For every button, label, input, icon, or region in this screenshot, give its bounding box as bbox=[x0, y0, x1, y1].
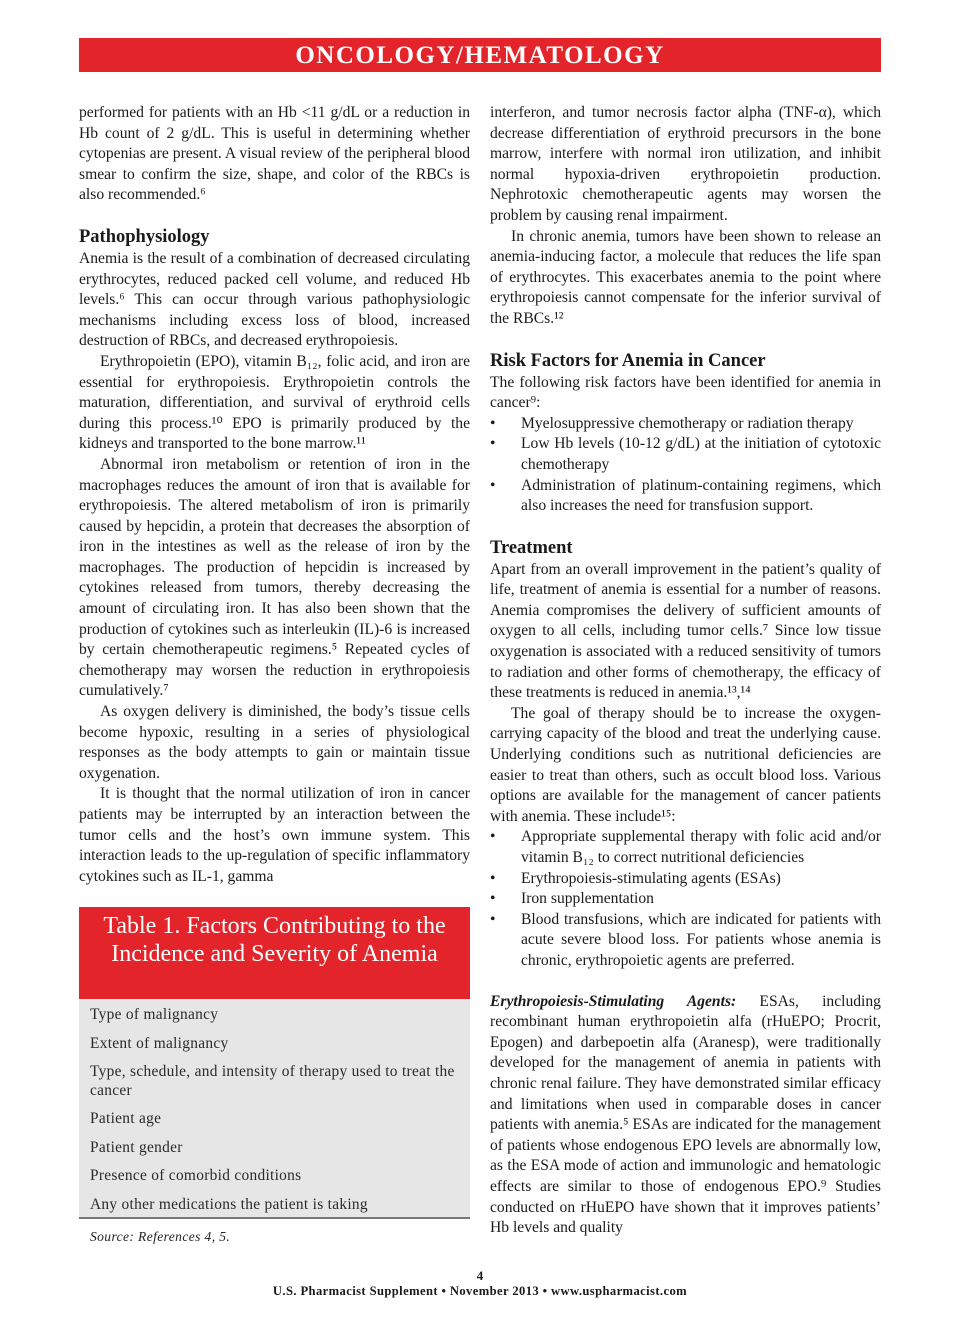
table-row: Patient age bbox=[90, 1110, 162, 1127]
paragraph: In chronic anemia, tumors have been shown to release an anemia-inducing factor, a molecule that reduces the life span of erythrocytes. This exacerbates anemia to the point where erythropoiesis cannot compensate for the inferior survival of the RBCs.¹² bbox=[490, 227, 881, 327]
left-column bbox=[79, 103, 470, 887]
paragraph-text: ESAs, including recombinant human erythropoietin alfa (rHuEPO; Procrit, Epogen) and darbepoetin alfa (Aranesp), were traditionally developed for the management of anemia in patients with chronic renal failure. They have demonstrated similar efficacy and limitations when used in comparable doses in cancer patients with anemia.⁵ ESAs are indicated for the management of patients whose endogenous EPO levels are abnormally low, as the ESA mode of action and immunologic and hematologic effects are similar to those of endogenous EPO.⁹ Studies conducted on rHuEPO have shown that it improves patients’ Hb levels and quality bbox=[490, 992, 881, 1237]
paragraph: As oxygen delivery is diminished, the body’s tissue cells become hypoxic, resulting in a series of physiological responses as the body attempts to gain or maintain tissue oxygenation. bbox=[79, 703, 470, 782]
list-item: • Appropriate supplemental therapy with folic acid and/or vitamin B₁₂ to correct nutritional deficiencies bbox=[490, 827, 881, 868]
section-banner: ONCOLOGY/HEMATOLOGY bbox=[79, 38, 881, 72]
table-source: Source: References 4, 5. bbox=[90, 1229, 231, 1244]
table-body bbox=[79, 999, 470, 1217]
paragraph: The goal of therapy should be to increase the oxygen-carrying capacity of the blood and treat the underlying cause. Underlying conditions such as nutritional deficiencies are easier to treat than others, such as occult blood loss. Various options are available for the management of cancer patients with anemia. These include¹⁵: bbox=[490, 704, 881, 825]
paragraph: interferon, and tumor necrosis factor alpha (TNF-α), which decrease differentiation of erythroid precursors in the bone marrow, interfere with normal iron utilization, and inhibit normal hypoxia-driven erythropoietin production. Nephrotoxic chemotherapeutic agents may worsen the problem by causing renal impairment. bbox=[490, 104, 881, 224]
table-row: Any other medications the patient is taking bbox=[90, 1195, 368, 1213]
table-row: Presence of comorbid conditions bbox=[90, 1167, 302, 1184]
paragraph: The following risk factors have been identified for anemia in cancer⁹: bbox=[490, 373, 881, 412]
risk-factor-list bbox=[490, 414, 881, 517]
heading-treatment: Treatment bbox=[490, 537, 573, 558]
list-item: • Blood transfusions, which are indicated for patients with acute severe blood loss. For patients whose anemia is chronic, erythropoietic agents are preferred. bbox=[490, 910, 881, 972]
table-row: Type of malignancy bbox=[90, 1006, 219, 1023]
heading-risk-factors: Risk Factors for Anemia in Cancer bbox=[490, 350, 766, 371]
right-column bbox=[490, 103, 881, 1239]
paragraph: Abnormal iron metabolism or retention of iron in the macrophages reduces the amount of iron that is available for erythropoiesis. The altered metabolism of iron is primarily caused by hepcidin, a protein that decreases the absorption of iron in the intestines as well as the release of iron by the macrophages. The production of hepcidin is increased by cytokines released from tumors, thereby decreasing the amount of circulating iron. It has also been shown that the production of cytokines such as interleukin (IL)-6 is increased by certain chemotherapeutic regimens.⁵ Repeated cycles of chemotherapy may worsen the reduction in erythropoiesis cumulatively.⁷ bbox=[79, 455, 470, 700]
table-row: Extent of malignancy bbox=[90, 1034, 229, 1052]
page-footer bbox=[0, 1268, 960, 1299]
treatment-options-list bbox=[490, 827, 881, 971]
paragraph: Erythropoietin (EPO), vitamin B₁₂, folic acid, and iron are essential for erythropoiesis. Erythropoietin controls the maturation, differentiation, and survival of erythroid cells during this process.¹⁰ EPO is primarily produced by the kidneys and transported to the bone marrow.¹¹ bbox=[79, 352, 470, 453]
list-item: • Iron supplementation bbox=[490, 889, 881, 910]
list-item: • Erythropoiesis-stimulating agents (ESAs) bbox=[490, 869, 881, 890]
table-row: Type, schedule, and intensity of therapy used to treat the cancer bbox=[90, 1063, 455, 1099]
paragraph: performed for patients with an Hb <11 g/dL or a reduction in Hb count of 2 g/dL. This is useful in determining whether cytopenias are present. A visual review of the peripheral blood smear to confirm the size, shape, and color of the RBCs is also recommended.⁶ bbox=[79, 104, 470, 204]
table-1 bbox=[79, 907, 470, 1255]
paragraph-esa bbox=[490, 992, 881, 1239]
page-number: 4 bbox=[476, 1268, 484, 1283]
table-title: Table 1. Factors Contributing to the Incidence and Severity of Anemia bbox=[79, 907, 470, 999]
paragraph: Apart from an overall improvement in the patient’s quality of life, treatment of anemia is essential for a number of reasons. Anemia compromises the delivery of sufficient amounts of oxygen to all cells, including tumor cells.⁷ Since low tissue oxygenation is associated with a reduced sensitivity of tumors to radiation and other forms of chemotherapy, the efficacy of these treatments is reduced in anemia.¹³,¹⁴ bbox=[490, 560, 881, 702]
list-item: • Myelosuppressive chemotherapy or radiation therapy bbox=[490, 414, 881, 435]
run-in-heading: Erythropoiesis-Stimulating Agents: bbox=[490, 992, 737, 1010]
list-item: • Low Hb levels (10-12 g/dL) at the initiation of cytotoxic chemotherapy bbox=[490, 434, 881, 475]
list-item: • Administration of platinum-containing regimens, which also increases the need for transfusion support. bbox=[490, 476, 881, 517]
paragraph: It is thought that the normal utilization of iron in cancer patients may be interrupted by an interaction between the tumor cells and the host’s own immune system. This interaction leads to the up-regulation of specific inflammatory cytokines such as IL-1, gamma bbox=[79, 785, 470, 885]
paragraph: Anemia is the result of a combination of decreased circulating erythrocytes, reduced packed cell volume, and reduced Hb levels.⁶ This can occur through various pathophysiologic mechanisms including excess loss of blood, increased destruction of RBCs, and decreased erythropoiesis. bbox=[79, 249, 470, 350]
footer-citation: U.S. Pharmacist Supplement • November 2013 • www.uspharmacist.com bbox=[272, 1284, 688, 1298]
table-row: Patient gender bbox=[90, 1138, 183, 1156]
heading-pathophysiology: Pathophysiology bbox=[79, 226, 210, 247]
